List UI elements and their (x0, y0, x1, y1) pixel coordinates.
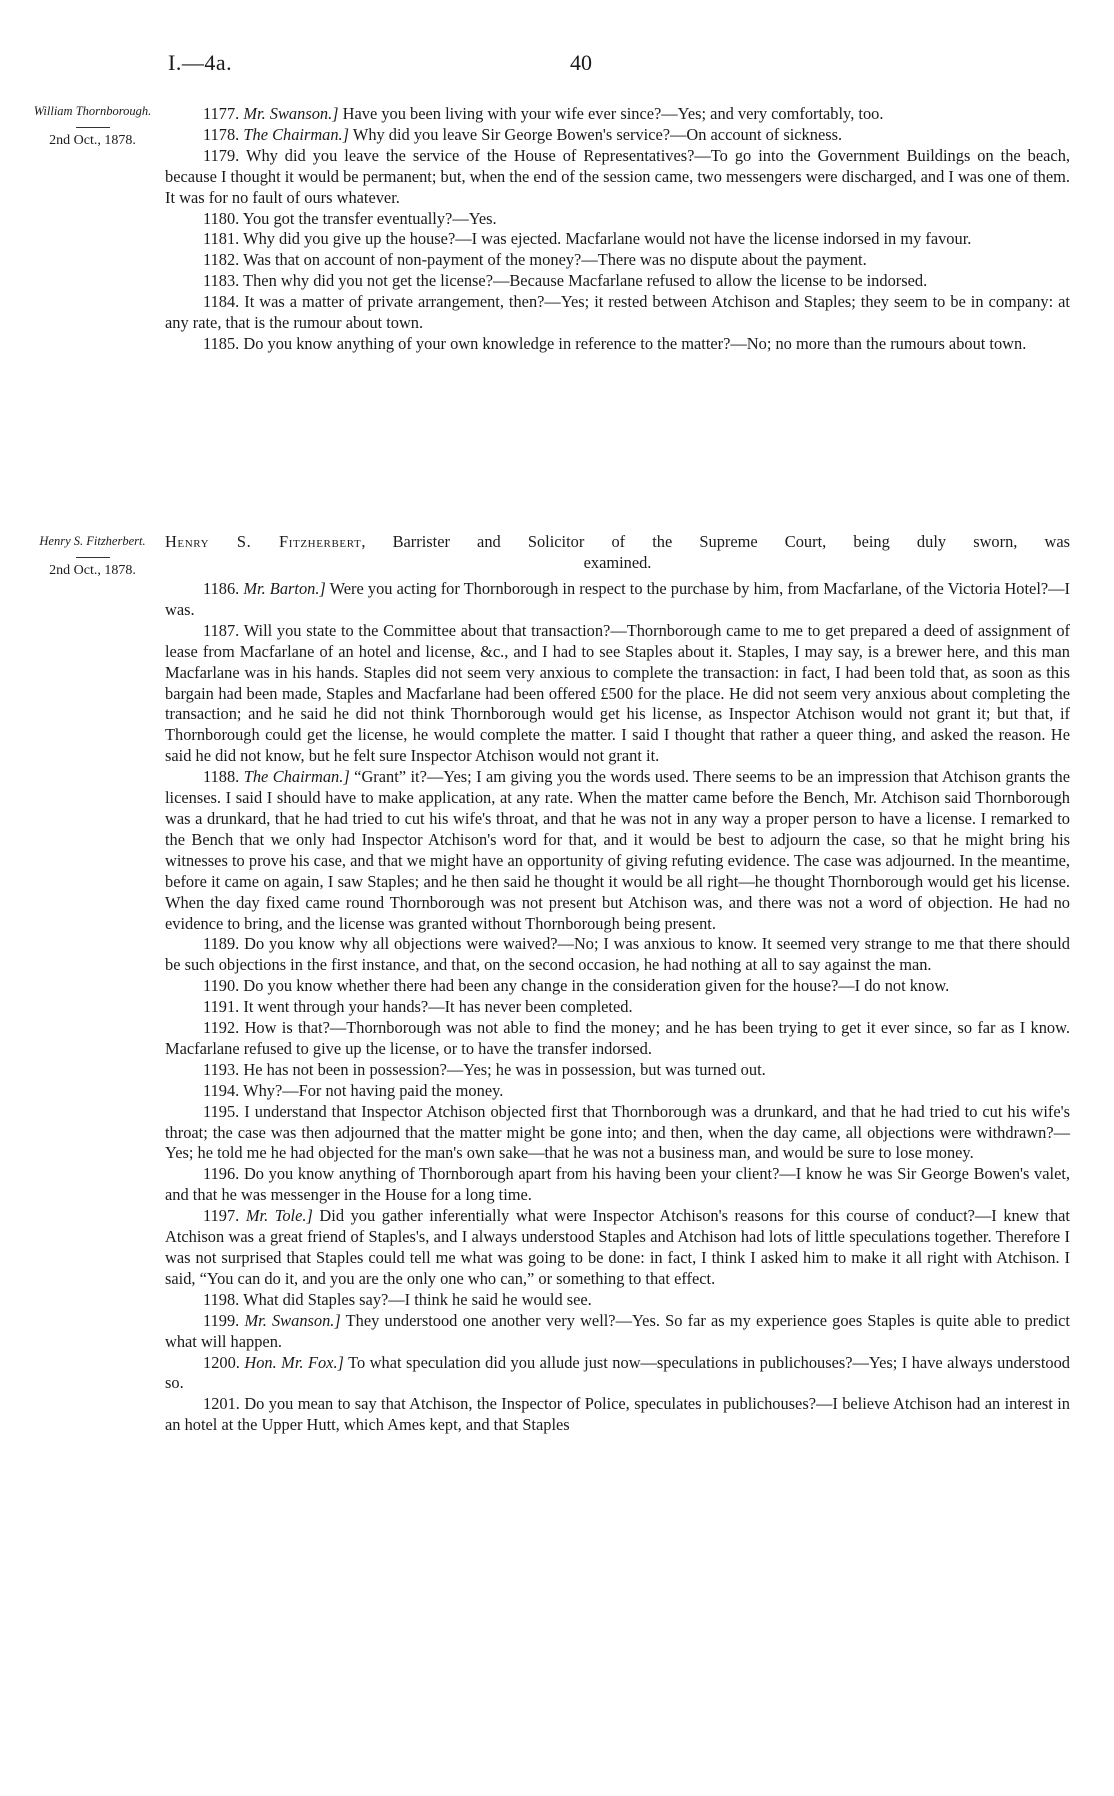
testimony-paragraph (165, 621, 1070, 767)
question-number: 1196. (203, 1164, 240, 1184)
testimony-text: Why did you leave the service of the House of Representatives?—To go into the Government Buildings on the beach, because I thought it would be permanent; but, when the end of the session came, two messengers were discharged, and I was one of them. It was for no fault of ours whatever. (165, 145, 1070, 207)
margin-date: 2nd Oct., 1878. (49, 133, 136, 148)
testimony-paragraph (165, 1206, 1070, 1290)
speaker-label: Mr. Swanson.] (244, 1310, 341, 1330)
speaker-label: Mr. Barton.] (243, 579, 326, 598)
testimony-text: Were you acting for Thornborough in respect to the purchase by him, from Macfarlane, of the Victoria Hotel?—I was. (165, 579, 1070, 619)
question-number: 1197. (203, 1206, 240, 1226)
testimony-paragraph (165, 1164, 1070, 1206)
margin-divider (76, 127, 110, 128)
testimony-paragraph (165, 767, 1070, 934)
margin-note-witness-1 (30, 104, 155, 148)
report-reference: I.—4a. (168, 50, 233, 75)
witness-name: Henry S. Fitzherbert (165, 532, 362, 551)
question-number: 1190. (203, 976, 240, 996)
speaker-label: The Chairman.] (243, 767, 350, 787)
testimony-paragraph (165, 1081, 1070, 1102)
speaker-label: Mr. Swanson.] (243, 104, 339, 123)
question-number: 1182. (203, 250, 240, 270)
testimony-text: Do you know anything of your own knowledge in reference to the matter?—No; no more than the rumours about town. (243, 333, 1027, 353)
question-number: 1185. (203, 333, 240, 353)
testimony-paragraph (165, 1394, 1070, 1436)
question-number: 1188. (203, 767, 240, 787)
question-number: 1181. (203, 229, 240, 249)
question-number: 1198. (203, 1289, 240, 1309)
margin-witness-name: William Thornborough. (33, 104, 152, 118)
speaker-label: Hon. Mr. Fox.] (244, 1352, 344, 1372)
page-number: 40 (570, 50, 592, 75)
testimony-paragraph (165, 125, 1070, 146)
question-number: 1201. (203, 1394, 240, 1414)
testimony-text: Do you know whether there had been any change in the consideration given for the house?—I do not know. (243, 976, 950, 996)
testimony-paragraph (165, 976, 1070, 997)
testimony-paragraph (165, 579, 1070, 621)
witness-intro-line (165, 532, 1070, 553)
question-number: 1194. (203, 1080, 240, 1100)
testimony-text: Have you been living with your wife ever since?—Yes; and very comfortably, too. (338, 104, 884, 123)
question-number: 1183. (203, 271, 240, 291)
testimony-text: Will you state to the Committee about that transaction?—Thornborough came to me to get prepared a deed of assignment of lease from Macfarlane of an hotel and license, &c., and I had to see Staples about it. Staples, I may say, is a brewer here, and this man Macfarlane was in his hands. Staples did not seem very anxious to complete the transaction: in fact, I had been told that, as soon as this bargain had been made, Staples and Macfarlane had been offered £500 for the place. He did not seem very anxious about completing the transaction; and he said he did not think Thornborough would get his license, as Inspector Atchison would not grant it; but that, if Thornborough could get the license, he would complete the matter. I said I thought that rather a queer thing, and asked the reason. He said he did not know, but he felt sure Inspector Atchison would not grant it. (165, 620, 1070, 766)
question-number: 1186. (203, 579, 240, 598)
testimony-text: Do you know anything of Thornborough apart from his having been your client?—I know he was Sir George Bowen's valet, and that he was messenger in the House for a long time. (165, 1164, 1070, 1205)
margin-divider (76, 557, 110, 558)
testimony-paragraph (165, 209, 1070, 230)
question-number: 1180. (203, 208, 240, 228)
testimony-text: What did Staples say?—I think he said he would see. (243, 1289, 592, 1309)
testimony-paragraph (165, 1060, 1070, 1081)
testimony-paragraph (165, 997, 1070, 1018)
question-number: 1200. (203, 1352, 240, 1372)
testimony-paragraph (165, 146, 1070, 209)
testimony-paragraph (165, 334, 1070, 355)
question-number: 1184. (203, 292, 240, 312)
testimony-paragraph (165, 229, 1070, 250)
testimony-paragraph (165, 1102, 1070, 1165)
testimony-text: How is that?—Thornborough was not able to find the money; and he has been trying to get it ever since, so far as I know. Macfarlane refused to give up the license, or to have the transfer indorsed. (165, 1018, 1070, 1058)
question-number: 1179. (203, 145, 240, 165)
testimony-text: Do you mean to say that Atchison, the Inspector of Police, speculates in publichouses?—I believe Atchison had an interest in an hotel at the Upper Hutt, which Ames kept, and that Staples (165, 1394, 1071, 1435)
testimony-paragraph (165, 250, 1070, 271)
testimony-text: He has not been in possession?—Yes; he was in possession, but was turned out. (243, 1059, 766, 1079)
speaker-label: The Chairman.] (243, 124, 350, 144)
question-number: 1177. (203, 104, 240, 123)
question-number: 1187. (203, 620, 240, 640)
question-number: 1192. (203, 1018, 240, 1038)
testimony-text: Why did you give up the house?—I was ejected. Macfarlane would not have the license indorsed in my favour. (243, 229, 972, 249)
testimony-text: They understood one another very well?—Yes. So far as my experience goes Staples is quite able to predict what will happen. (165, 1310, 1070, 1351)
testimony-text: You got the transfer eventually?—Yes. (242, 208, 497, 228)
question-number: 1191. (203, 997, 240, 1017)
testimony-paragraph (165, 271, 1070, 292)
testimony-text: Do you know why all objections were waived?—No; I was anxious to know. It seemed very strange to me that there should be such objections in the first instance, and that, on the second occasion, he had nothing at all to say against the man. (165, 934, 1070, 975)
testimony-paragraph (165, 292, 1070, 334)
testimony-text: It was a matter of private arrangement, then?—Yes; it rested between Atchison and Staples; they seem to be in company: at any rate, that is the rumour about town. (165, 292, 1070, 333)
testimony-paragraph (165, 1353, 1070, 1395)
speaker-label: Mr. Tole.] (245, 1206, 313, 1226)
testimony-paragraph (165, 104, 1070, 125)
testimony-section-1 (165, 104, 1070, 355)
testimony-text: Did you gather inferentially what were Inspector Atchison's reasons for this course of conduct?—I knew that Atchison was a great friend of Staples's, and I always understood Staples and Atchison had lots of little speculations together. Therefore I was not surprised that Staples could tell me what was going to be done: in fact, I think I asked him to make it all right with Atchison. I said, “You can do it, and you are the only one who can,” or something to that effect. (165, 1206, 1070, 1288)
testimony-paragraph (165, 1290, 1070, 1311)
witness-description: , Barrister and Solicitor of the Supreme Court, being duly sworn, was (361, 532, 1070, 551)
testimony-text: It went through your hands?—It has never been completed. (243, 997, 633, 1017)
witness-intro-examined: examined. (583, 552, 652, 572)
testimony-section-2 (165, 579, 1070, 1436)
question-number: 1193. (203, 1059, 240, 1079)
question-number: 1199. (203, 1310, 240, 1330)
testimony-text: To what speculation did you allude just now—speculations in publichouses?—Yes; I have always understood so. (165, 1352, 1070, 1393)
margin-witness-name: Henry S. Fitzherbert. (39, 534, 146, 548)
margin-date: 2nd Oct., 1878. (49, 563, 136, 578)
question-number: 1189. (203, 934, 240, 954)
margin-note-witness-2 (30, 534, 155, 578)
testimony-paragraph (165, 934, 1070, 976)
testimony-paragraph (165, 1311, 1070, 1353)
testimony-text: Why did you leave Sir George Bowen's service?—On account of sickness. (349, 124, 843, 144)
testimony-paragraph (165, 1018, 1070, 1060)
testimony-text: Was that on account of non-payment of the money?—There was no dispute about the payment. (243, 250, 867, 270)
testimony-text: “Grant” it?—Yes; I am giving you the words used. There seems to be an impression that Atchison grants the licenses. I said I should have to make application, at any rate. When the matter came before the Bench, Mr. Atchison said Thornborough was a drunkard, that he had tried to cut his wife's throat, and that he was not in any way a proper person to have a license. I remarked to the Bench that we only had Inspector Atchison's word for that, and it would be best to adjourn the case, so that he might bring his witnesses to prove his case, and that we might have an opportunity of giving refuting evidence. The case was adjourned. In the meantime, before it came on again, I saw Staples; and he then said he thought it would be all right—he thought Thornborough would get his license. When the day fixed came round Thornborough was not present but Atchison was, and there was not a word of objection. He had no evidence to bring, and the license was granted without Thornborough being present. (165, 767, 1070, 933)
question-number: 1178. (203, 124, 240, 144)
question-number: 1195. (203, 1101, 240, 1121)
witness-intro (165, 532, 1070, 574)
testimony-text: Then why did you not get the license?—Because Macfarlane refused to allow the license to be indorsed. (243, 271, 928, 291)
testimony-text: I understand that Inspector Atchison objected first that Thornborough was a drunkard, and that he had tried to cut his wife's throat; the case was then adjourned that the matter might be gone into; and then, when the day came, all objections were withdrawn?—Yes; he told me he had objected for the man's own sake—that he was not a business man, and would be sure to lose money. (165, 1101, 1070, 1163)
testimony-text: Why?—For not having paid the money. (243, 1080, 504, 1100)
